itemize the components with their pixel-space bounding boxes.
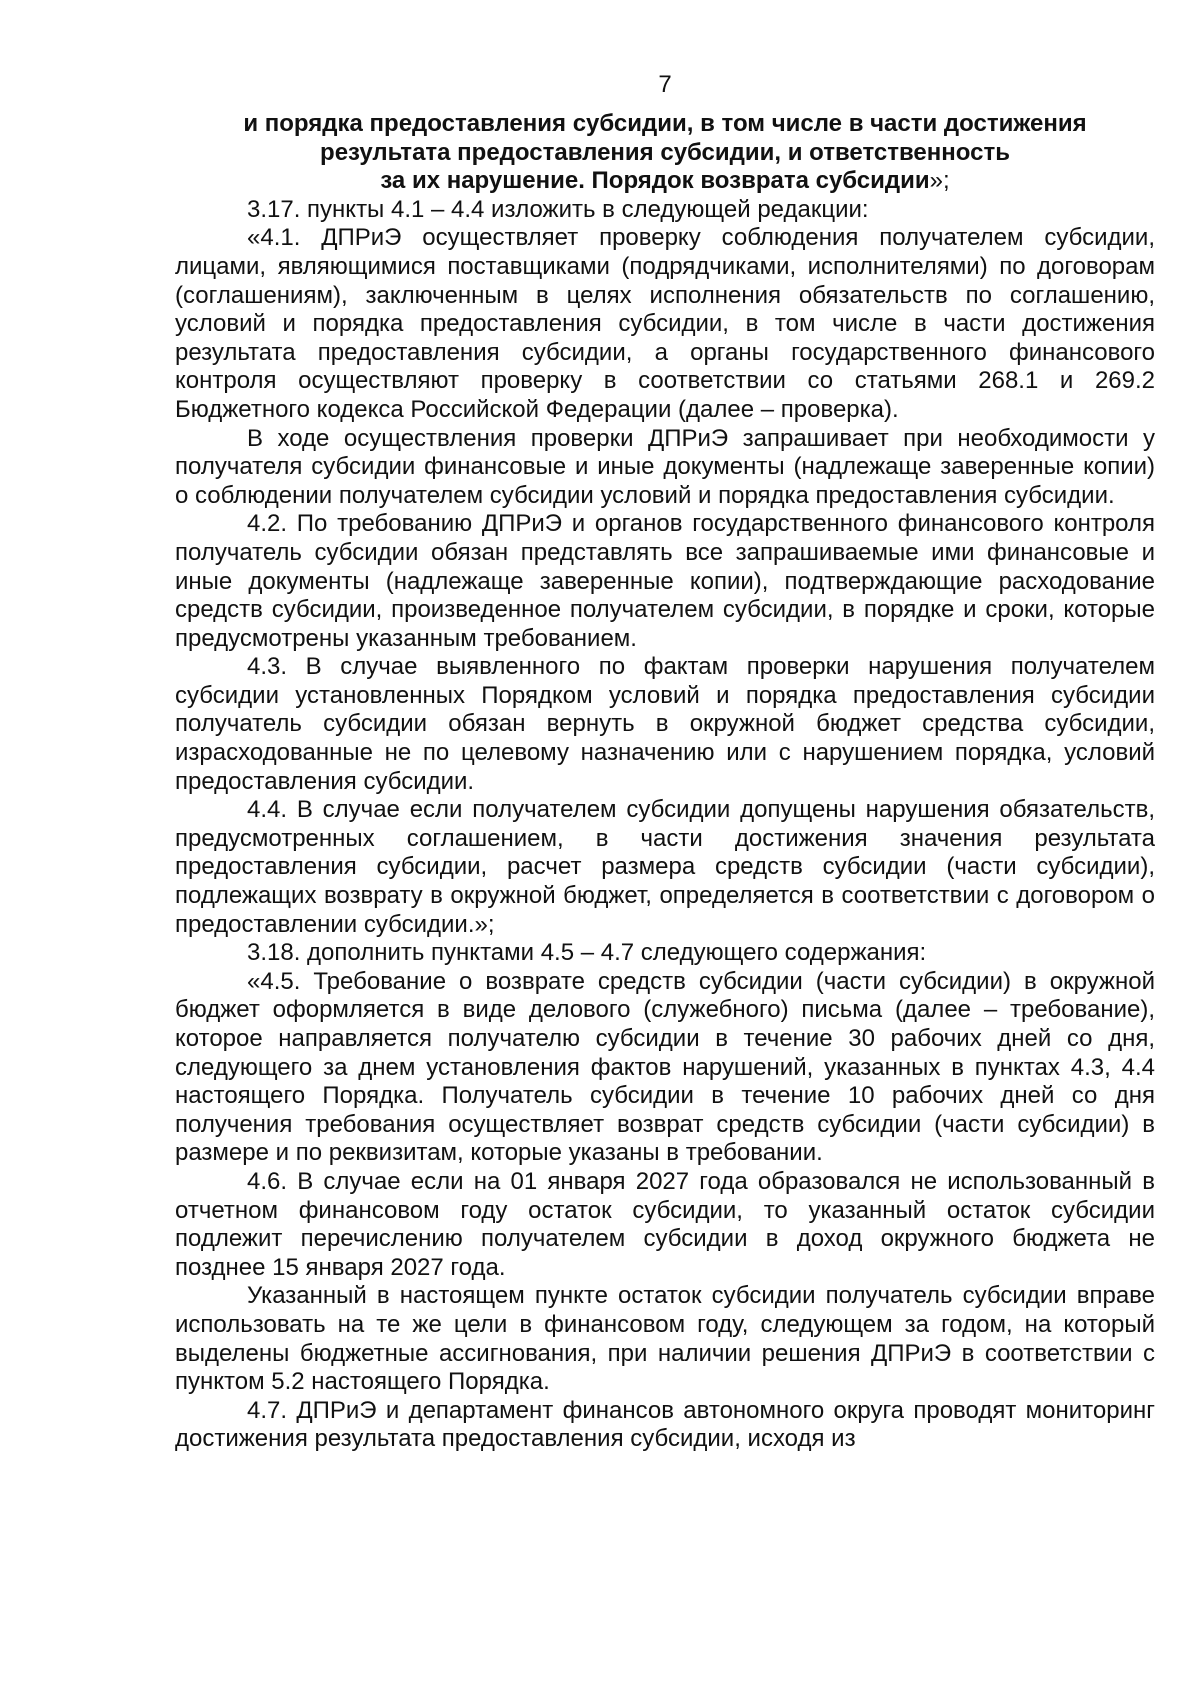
- paragraph-4-4: 4.4. В случае если получателем субсидии допущены нарушения обязательств, предусмотренных соглашением, в части достижения значения результата предоставления субсидии, расчет размера средств субсидии (части субсидии), подлежащих возврату в окружной бюджет, определяется в соответствии с договором о предоставлении субсидии.»;: [175, 796, 1155, 938]
- paragraph-4-2: 4.2. По требованию ДПРиЭ и органов государственного финансового контроля получатель субсидии обязан представлять все запрашиваемые ими финансовые и иные документы (надлежаще заверенные копии), подтверждающие расходование средств субсидии, произведенное получателем субсидии, в порядке и сроки, которые предусмотрены указанным требованием.: [175, 510, 1155, 652]
- paragraph-4-1-check: В ходе осуществления проверки ДПРиЭ запрашивает при необходимости у получателя субсидии финансовые и иные документы (надлежаще заверенные копии) о соблюдении получателем субсидии условий и порядка предоставления субсидии.: [175, 424, 1155, 509]
- paragraph-4-3: 4.3. В случае выявленного по фактам проверки нарушения получателем субсидии установленных Порядком условий и порядка предоставления субсидии получатель субсидии обязан вернуть в окружной бюджет средства субсидии, израсходованные не по целевому назначению или с нарушением порядка, условий предоставления субсидии.: [175, 653, 1155, 795]
- heading-line-2: результата предоставления субсидии, и ответственность: [320, 138, 1010, 166]
- paragraph-4-7: 4.7. ДПРиЭ и департамент финансов автономного округа проводят мониторинг достижения результата предоставления субсидии, исходя из: [175, 1396, 1155, 1453]
- paragraph-4-6-remainder: Указанный в настоящем пункте остаток субсидии получатель субсидии вправе использовать на те же цели в финансовом году, следующем за годом, на который выделены бюджетные ассигнования, при наличии решения ДПРиЭ в соответствии с пунктом 5.2 настоящего Порядка.: [175, 1282, 1155, 1396]
- paragraph-4-1: «4.1. ДПРиЭ осуществляет проверку соблюдения получателем субсидии, лицами, являющимися поставщиками (подрядчиками, исполнителями) по договорам (соглашениям), заключенным в целях исполнения обязательств по соглашению, условий и порядка предоставления субсидии, в том числе в части достижения результата предоставления субсидии, а органы государственного финансового контроля осуществляют проверку в соответствии со статьями 268.1 и 269.2 Бюджетного кодекса Российской Федерации (далее – проверка).: [175, 224, 1155, 423]
- paragraph-4-5: «4.5. Требование о возврате средств субсидии (части субсидии) в окружной бюджет оформляется в виде делового (служебного) письма (далее – требование), которое направляется получателю субсидии в течение 30 рабочих дней со дня, следующего за днем установления фактов нарушений, указанных в пунктах 4.3, 4.4 настоящего Порядка. Получатель субсидии в течение 10 рабочих дней со дня получения требования осуществляет возврат средств субсидии (части субсидии) в размере и по реквизитам, которые указаны в требовании.: [175, 967, 1155, 1167]
- paragraph-3-18: 3.18. дополнить пунктами 4.5 – 4.7 следующего содержания:: [247, 939, 927, 967]
- document-page: [175, 70, 1155, 1454]
- section-heading: [175, 110, 1155, 196]
- page-number: 7: [658, 71, 672, 98]
- paragraph-4-6: 4.6. В случае если на 01 января 2027 года образовался не использованный в отчетном финансовом году остаток субсидии, то указанный остаток субсидии подлежит перечислению получателем субсидии в доход окружного бюджета не позднее 15 января 2027 года.: [175, 1167, 1155, 1281]
- paragraph-3-17: 3.17. пункты 4.1 – 4.4 изложить в следующей редакции:: [247, 195, 869, 223]
- heading-line-1: и порядка предоставления субсидии, в том числе в части достижения: [243, 110, 1087, 137]
- heading-line-3: за их нарушение. Порядок возврата субсидии»;: [380, 167, 950, 195]
